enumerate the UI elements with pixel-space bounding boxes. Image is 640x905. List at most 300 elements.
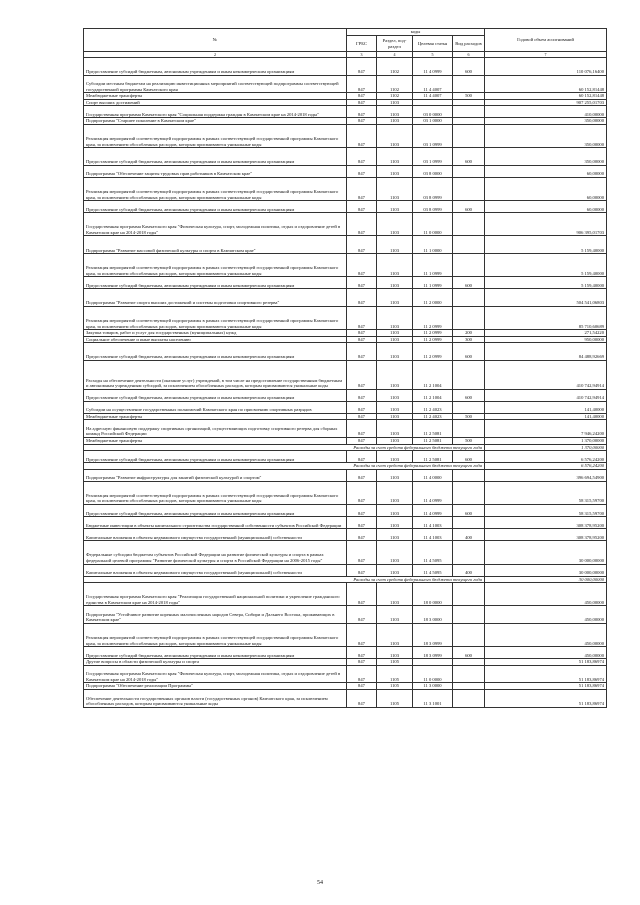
- row-name: Предоставление субсидий бюджетным, автономным учреждениям и иным некоммерческим организациям: [84, 389, 347, 401]
- row-expense-type: 500: [453, 93, 485, 100]
- row-grbs: 847: [347, 689, 377, 707]
- row-sum: 58 315,59700: [485, 505, 607, 517]
- row-sum: 350,00000: [485, 118, 607, 125]
- row-name: Закупка товаров, работ и услуг для государственных (муниципальных) нужд: [84, 330, 347, 337]
- row-grbs: 847: [347, 330, 377, 337]
- row-target-article: 11 1 0999: [413, 254, 453, 277]
- row-target-article: 11 4 0999: [413, 505, 453, 517]
- row-expense-type: [453, 623, 485, 646]
- row-sum: 410,00000: [485, 106, 607, 118]
- row-target-article: 11 2 0999: [413, 330, 453, 337]
- row-target-article: 11 2 5081: [413, 420, 453, 438]
- row-section: 1103: [377, 401, 413, 413]
- budget-table: [83, 28, 607, 708]
- row-expense-type: [453, 420, 485, 438]
- row-expense-type: [453, 469, 485, 481]
- table-row: [84, 289, 607, 307]
- row-sum: 350,00000: [485, 148, 607, 166]
- row-expense-type: 600: [453, 201, 485, 213]
- row-section: 1103: [377, 481, 413, 504]
- row-grbs: 847: [347, 401, 377, 413]
- row-name: Подпрограмма "Обеспечение реализации Программы": [84, 683, 347, 690]
- federal-note-label: Расходы за счет средств федерального бюджета текущего года: [84, 444, 485, 451]
- table-row: [84, 75, 607, 93]
- row-sum: 1 370,00000: [485, 438, 607, 445]
- row-target-article: 11 2 0000: [413, 289, 453, 307]
- row-name: Подпрограмма "Устойчивое развитие коренных малочисленных народов Севера, Сибири и Дальнего Востока, проживающих в Камчатском крае": [84, 606, 347, 624]
- row-target-article: 11 4 0000: [413, 469, 453, 481]
- row-sum: 51 183,86974: [485, 689, 607, 707]
- table-row: [84, 517, 607, 529]
- row-name: Бюджетные инвестиции в объекты капитального строительства государственной собственности субъектов Российской Федерации: [84, 517, 347, 529]
- row-sum: 30 000,00000: [485, 541, 607, 564]
- row-target-article: 03 1 0000: [413, 118, 453, 125]
- column-index: 6: [453, 52, 485, 58]
- row-grbs: 847: [347, 647, 377, 659]
- table-row: [84, 583, 607, 606]
- row-grbs: 847: [347, 125, 377, 148]
- table-row: [84, 481, 607, 504]
- header-target-article: Целевая статья: [413, 36, 453, 52]
- row-section: 1103: [377, 330, 413, 337]
- row-section: 1103: [377, 99, 413, 106]
- row-grbs: 847: [347, 413, 377, 420]
- row-grbs: 847: [347, 75, 377, 93]
- row-section: 1103: [377, 125, 413, 148]
- table-row: [84, 451, 607, 463]
- column-index: 7: [485, 52, 607, 58]
- row-name: Реализация мероприятий соответствующей подпрограммы в рамках соответствующей государственной программы Камчатского края, за исключением обособленных расходов, которым присваиваются уникальные коды: [84, 177, 347, 200]
- row-section: 1103: [377, 336, 413, 343]
- row-name: Реализация мероприятий соответствующей подпрограммы в рамках соответствующей государственной программы Камчатского края, за исключением обособленных расходов, которым присваиваются уникальные коды: [84, 623, 347, 646]
- table-row: [84, 201, 607, 213]
- table-row: [84, 213, 607, 236]
- budget-document: [83, 28, 606, 708]
- row-name: Межбюджетные трансферты: [84, 413, 347, 420]
- row-section: 1103: [377, 306, 413, 329]
- row-target-article: 11 2 4023: [413, 401, 453, 413]
- header-codes: коды: [347, 29, 485, 36]
- row-expense-type: [453, 125, 485, 148]
- row-section: 1103: [377, 148, 413, 166]
- row-expense-type: 600: [453, 505, 485, 517]
- row-sum: 906 395,01703: [485, 213, 607, 236]
- row-target-article: 18 3 0999: [413, 623, 453, 646]
- row-sum: 141,40000: [485, 413, 607, 420]
- row-sum: 950,00000: [485, 336, 607, 343]
- row-expense-type: 600: [453, 389, 485, 401]
- federal-note-label: Расходы за счет средств федерального бюджета текущего года: [84, 576, 485, 583]
- row-sum: 58 315,59700: [485, 481, 607, 504]
- row-grbs: 847: [347, 389, 377, 401]
- row-expense-type: 400: [453, 564, 485, 576]
- row-name: Расходы на обеспечение деятельности (оказание услуг) учреждений, в том числе на предоставление государственным бюджетным и автономным учреждениям субсидий, за исключением обособленных расходов, которым присваиваются уникальные коды: [84, 360, 347, 389]
- row-name: Другие вопросы в области физической культуры и спорта: [84, 659, 347, 666]
- table-row: [84, 360, 607, 389]
- row-target-article: 11 2 5081: [413, 451, 453, 463]
- table-row: [84, 58, 607, 76]
- row-grbs: 847: [347, 58, 377, 76]
- federal-note-label: Расходы за счет средств федерального бюджета текущего года: [84, 463, 485, 470]
- table-row: [84, 236, 607, 254]
- row-sum: 30 000,00000: [485, 564, 607, 576]
- row-grbs: 847: [347, 529, 377, 541]
- row-grbs: 847: [347, 148, 377, 166]
- row-grbs: 847: [347, 438, 377, 445]
- federal-note-sum: 30 000,00000: [485, 576, 607, 583]
- row-section: 1103: [377, 360, 413, 389]
- header-annual-sum: Годовой объем ассигнований: [485, 29, 607, 52]
- row-target-article: 11 2 4023: [413, 413, 453, 420]
- row-name: Подпрограмма "Обеспечение защиты трудовых прав работников в Камчатском крае": [84, 165, 347, 177]
- row-name: Предоставление субсидий бюджетным, автономным учреждениям и иным некоммерческим организациям: [84, 647, 347, 659]
- row-grbs: 847: [347, 336, 377, 343]
- row-grbs: 847: [347, 505, 377, 517]
- row-section: 1103: [377, 289, 413, 307]
- row-target-article: 11 0 0000: [413, 665, 453, 683]
- row-grbs: 847: [347, 213, 377, 236]
- row-name: Подпрограмма "Развитие спорта высших достижений и системы подготовки спортивного резерва": [84, 289, 347, 307]
- row-grbs: 847: [347, 451, 377, 463]
- row-expense-type: [453, 106, 485, 118]
- row-expense-type: [453, 541, 485, 564]
- row-grbs: 847: [347, 481, 377, 504]
- row-section: 1103: [377, 277, 413, 289]
- row-name: Государственная программа Камчатского края "Физическая культура, спорт, молодежная политика, отдых и оздоровление детей в Камчатском крае на 2014-2018 годы": [84, 665, 347, 683]
- table-row: [84, 689, 607, 707]
- table-row: [84, 529, 607, 541]
- row-expense-type: 400: [453, 529, 485, 541]
- table-row: [84, 165, 607, 177]
- row-expense-type: 600: [453, 451, 485, 463]
- row-sum: 51 183,86974: [485, 659, 607, 666]
- row-name: Обеспечение деятельности государственных органов власти (государственных органов) Камчатского края, за исключением обособленных расходов, которым присваиваются уникальные коды: [84, 689, 347, 707]
- row-section: 1103: [377, 165, 413, 177]
- row-expense-type: [453, 177, 485, 200]
- row-target-article: 11 3 0000: [413, 683, 453, 690]
- row-sum: 308 378,95200: [485, 529, 607, 541]
- federal-note-sum: 1 370,00000: [485, 444, 607, 451]
- row-section: 1103: [377, 254, 413, 277]
- row-expense-type: [453, 401, 485, 413]
- row-sum: 5 159,40000: [485, 277, 607, 289]
- row-target-article: 11 4 4007: [413, 75, 453, 93]
- row-sum: 450,00000: [485, 606, 607, 624]
- row-expense-type: 300: [453, 336, 485, 343]
- row-section: 1103: [377, 583, 413, 606]
- row-sum: 110 076,16400: [485, 58, 607, 76]
- row-expense-type: 600: [453, 343, 485, 361]
- row-target-article: 11 0 0000: [413, 213, 453, 236]
- row-target-article: 03 0 0000: [413, 106, 453, 118]
- row-section: 1103: [377, 647, 413, 659]
- row-expense-type: [453, 606, 485, 624]
- row-section: 1103: [377, 201, 413, 213]
- row-expense-type: [453, 583, 485, 606]
- federal-note-sum: 6 576,24200: [485, 463, 607, 470]
- row-grbs: 847: [347, 277, 377, 289]
- page-number: 54: [317, 880, 323, 886]
- row-target-article: 11 2 1004: [413, 360, 453, 389]
- row-sum: 5 159,40000: [485, 236, 607, 254]
- row-sum: 60,00000: [485, 165, 607, 177]
- row-sum: 450,00000: [485, 647, 607, 659]
- row-name: Предоставление субсидий бюджетным, автономным учреждениям и иным некоммерческим организациям: [84, 505, 347, 517]
- row-target-article: 18 3 0000: [413, 606, 453, 624]
- row-grbs: 847: [347, 306, 377, 329]
- row-name: Предоставление субсидий бюджетным, автономным учреждениям и иным некоммерческим организациям: [84, 343, 347, 361]
- row-target-article: 11 4 4007: [413, 93, 453, 100]
- row-target-article: 11 2 0999: [413, 343, 453, 361]
- row-expense-type: [453, 213, 485, 236]
- row-name: Государственная программа Камчатского края "Физическая культура, спорт, молодежная политика, отдых и оздоровление детей в Камчатском крае на 2014-2018 годы": [84, 213, 347, 236]
- row-expense-type: 200: [453, 330, 485, 337]
- row-name: На адресную финансовую поддержку спортивных организаций, осуществляющих подготовку спортивного резерва для сборных команд Российской Федерации: [84, 420, 347, 438]
- row-grbs: 847: [347, 606, 377, 624]
- row-grbs: 847: [347, 165, 377, 177]
- row-section: 1103: [377, 420, 413, 438]
- row-section: 1103: [377, 529, 413, 541]
- row-target-article: 03 8 0999: [413, 177, 453, 200]
- row-target-article: 11 1 0000: [413, 236, 453, 254]
- row-name: Государственная программа Камчатского края "Социальная поддержка граждан в Камчатском крае на 2014-2018 годы": [84, 106, 347, 118]
- row-section: 1103: [377, 177, 413, 200]
- row-expense-type: 600: [453, 277, 485, 289]
- row-name: Федеральные субсидии бюджетам субъектов Российской Федерации на развитие физической культуры и спорта в рамках федеральной целевой программы "Развитие физической культуры и спорта в Российской Федерации на 2006-2015 годы": [84, 541, 347, 564]
- row-name: Государственная программа Камчатского края "Реализация государственной национальной политики и укрепление гражданского единства в Камчатском крае на 2014-2018 годы": [84, 583, 347, 606]
- row-sum: 85 710,60689: [485, 306, 607, 329]
- row-target-article: 18 3 0999: [413, 647, 453, 659]
- row-sum: 907 255,01703: [485, 99, 607, 106]
- row-grbs: 847: [347, 469, 377, 481]
- row-expense-type: [453, 360, 485, 389]
- row-target-article: 03 8 0000: [413, 165, 453, 177]
- row-sum: 84 488,92669: [485, 343, 607, 361]
- row-grbs: 847: [347, 623, 377, 646]
- row-grbs: 847: [347, 583, 377, 606]
- row-sum: 410 742,94914: [485, 360, 607, 389]
- row-section: 1105: [377, 683, 413, 690]
- row-grbs: 847: [347, 564, 377, 576]
- row-section: 1103: [377, 541, 413, 564]
- table-row: [84, 665, 607, 683]
- row-sum: 60 152,81448: [485, 93, 607, 100]
- row-sum: 396 694,54900: [485, 469, 607, 481]
- table-row: [84, 306, 607, 329]
- row-name: Подпрограмма "Развитие массовой физической культуры и спорта в Камчатском крае": [84, 236, 347, 254]
- row-name: Предоставление субсидий бюджетным, автономным учреждениям и иным некоммерческим организациям: [84, 451, 347, 463]
- row-sum: 7 946,24200: [485, 420, 607, 438]
- row-name: Предоставление субсидий бюджетным, автономным учреждениям и иным некоммерческим организациям: [84, 148, 347, 166]
- row-section: 1103: [377, 413, 413, 420]
- row-sum: 450,00000: [485, 623, 607, 646]
- table-row: [84, 420, 607, 438]
- row-target-article: 11 4 1003: [413, 529, 453, 541]
- row-target-article: 11 2 0999: [413, 306, 453, 329]
- row-section: 1105: [377, 665, 413, 683]
- row-name: Подпрограмма "Старшее поколение в Камчатском крае": [84, 118, 347, 125]
- header-expense-type: Вид расходов: [453, 36, 485, 52]
- row-grbs: 847: [347, 236, 377, 254]
- row-grbs: 847: [347, 201, 377, 213]
- row-target-article: 11 2 0999: [413, 336, 453, 343]
- row-section: 1103: [377, 106, 413, 118]
- row-sum: 5 159,40000: [485, 254, 607, 277]
- row-section: 1102: [377, 93, 413, 100]
- row-name: Спорт высших достижений: [84, 99, 347, 106]
- row-expense-type: [453, 481, 485, 504]
- header-grbs: ГРБС: [347, 36, 377, 52]
- row-target-article: 03 1 0999: [413, 148, 453, 166]
- row-name: Реализация мероприятий соответствующей подпрограммы в рамках соответствующей государственной программы Камчатского края, за исключением обособленных расходов, которым присваиваются уникальные коды: [84, 306, 347, 329]
- row-section: 1105: [377, 689, 413, 707]
- row-grbs: 847: [347, 343, 377, 361]
- row-grbs: 847: [347, 118, 377, 125]
- table-row: [84, 125, 607, 148]
- row-target-article: 11 2 5081: [413, 438, 453, 445]
- row-expense-type: [453, 517, 485, 529]
- row-name: Социальное обеспечение и иные выплаты населению: [84, 336, 347, 343]
- column-index: 3: [347, 52, 377, 58]
- table-body: [84, 58, 607, 708]
- row-grbs: 847: [347, 99, 377, 106]
- row-sum: 308 378,95200: [485, 517, 607, 529]
- row-target-article: 11 4 5095: [413, 541, 453, 564]
- column-index: 5: [413, 52, 453, 58]
- row-section: 1103: [377, 213, 413, 236]
- row-name: Предоставление субсидий бюджетным, автономным учреждениям и иным некоммерческим организациям: [84, 58, 347, 76]
- row-sum: 350,00000: [485, 125, 607, 148]
- table-row: [84, 505, 607, 517]
- row-name: Субсидии местным бюджетам на реализацию инвестиционных мероприятий соответствующей подпрограммы соответствующей государственной программы Камчатского края: [84, 75, 347, 93]
- row-expense-type: 500: [453, 413, 485, 420]
- row-section: 1103: [377, 564, 413, 576]
- row-expense-type: [453, 236, 485, 254]
- row-grbs: 847: [347, 541, 377, 564]
- column-index: 4: [377, 52, 413, 58]
- row-target-article: 18 0 0000: [413, 583, 453, 606]
- row-expense-type: [453, 289, 485, 307]
- row-sum: 410 742,94914: [485, 389, 607, 401]
- row-name: Капитальные вложения в объекты недвижимого имущества государственной (муниципальной) собственности: [84, 564, 347, 576]
- row-target-article: 11 4 0999: [413, 58, 453, 76]
- table-row: [84, 106, 607, 118]
- row-sum: 60,00000: [485, 201, 607, 213]
- row-section: 1103: [377, 118, 413, 125]
- row-name: Реализация мероприятий соответствующей подпрограммы в рамках соответствующей государственной программы Камчатского края, за исключением обособленных расходов, которым присваиваются уникальные коды: [84, 481, 347, 504]
- column-index: 2: [84, 52, 347, 58]
- row-grbs: 847: [347, 106, 377, 118]
- table-row: [84, 606, 607, 624]
- row-section: 1103: [377, 517, 413, 529]
- row-section: 1103: [377, 343, 413, 361]
- table-row: [84, 401, 607, 413]
- table-row: [84, 564, 607, 576]
- row-name: Подпрограмма "Развитие инфраструктуры для занятий физической культурой и спортом": [84, 469, 347, 481]
- row-section: 1103: [377, 389, 413, 401]
- table-row: [84, 623, 607, 646]
- table-row: [84, 541, 607, 564]
- table-row: [84, 277, 607, 289]
- row-target-article: 11 4 1003: [413, 517, 453, 529]
- row-grbs: 847: [347, 360, 377, 389]
- row-grbs: 847: [347, 93, 377, 100]
- row-grbs: 847: [347, 659, 377, 666]
- row-grbs: 847: [347, 289, 377, 307]
- row-grbs: 847: [347, 517, 377, 529]
- row-section: 1103: [377, 606, 413, 624]
- row-section: 1103: [377, 236, 413, 254]
- row-grbs: 847: [347, 254, 377, 277]
- row-expense-type: [453, 75, 485, 93]
- row-name: Предоставление субсидий бюджетным, автономным учреждениям и иным некоммерческим организациям: [84, 201, 347, 213]
- row-section: 1103: [377, 505, 413, 517]
- header-number: №: [84, 29, 347, 52]
- row-target-article: 11 4 5095: [413, 564, 453, 576]
- row-section: 1105: [377, 659, 413, 666]
- row-section: 1103: [377, 451, 413, 463]
- row-grbs: 847: [347, 177, 377, 200]
- table-row: [84, 148, 607, 166]
- row-target-article: 03 8 0999: [413, 201, 453, 213]
- row-sum: 51 183,86974: [485, 665, 607, 683]
- row-name: Реализация мероприятий соответствующей подпрограммы в рамках соответствующей государственной программы Камчатского края, за исключением обособленных расходов, которым присваиваются уникальные коды: [84, 254, 347, 277]
- table-row: [84, 177, 607, 200]
- table-row: [84, 389, 607, 401]
- row-expense-type: [453, 254, 485, 277]
- table-row: [84, 254, 607, 277]
- row-sum: 51 183,86974: [485, 683, 607, 690]
- row-target-article: 11 2 1004: [413, 389, 453, 401]
- row-section: 1102: [377, 75, 413, 93]
- row-section: 1102: [377, 58, 413, 76]
- row-section: 1103: [377, 438, 413, 445]
- row-grbs: 847: [347, 683, 377, 690]
- row-name: Субсидии на осуществление государственных полномочий Камчатского края по присвоению спортивных разрядов: [84, 401, 347, 413]
- row-name: Предоставление субсидий бюджетным, автономным учреждениям и иным некоммерческим организациям: [84, 277, 347, 289]
- row-expense-type: 500: [453, 438, 485, 445]
- row-target-article: 11 4 0999: [413, 481, 453, 504]
- row-expense-type: [453, 306, 485, 329]
- row-sum: 504 541,06803: [485, 289, 607, 307]
- row-target-article: 11 1 0999: [413, 277, 453, 289]
- row-expense-type: [453, 665, 485, 683]
- row-section: 1103: [377, 469, 413, 481]
- row-name: Межбюджетные трансферты: [84, 93, 347, 100]
- row-section: 1103: [377, 623, 413, 646]
- row-sum: 271,54220: [485, 330, 607, 337]
- row-expense-type: 600: [453, 647, 485, 659]
- row-name: Капитальные вложения в объекты недвижимого имущества государственной (муниципальной) собственности: [84, 529, 347, 541]
- header-section: Раздел, под-раздел: [377, 36, 413, 52]
- row-expense-type: 600: [453, 148, 485, 166]
- table-row: [84, 343, 607, 361]
- row-sum: 6 576,24200: [485, 451, 607, 463]
- row-name: Реализация мероприятий соответствующей подпрограммы в рамках соответствующей государственной программы Камчатского края, за исключением обособленных расходов, которым присваиваются уникальные коды: [84, 125, 347, 148]
- row-name: Межбюджетные трансферты: [84, 438, 347, 445]
- table-row: [84, 647, 607, 659]
- row-expense-type: [453, 165, 485, 177]
- row-target-article: 03 1 0999: [413, 125, 453, 148]
- row-grbs: 847: [347, 665, 377, 683]
- row-expense-type: 600: [453, 58, 485, 76]
- row-target-article: 11 3 1001: [413, 689, 453, 707]
- row-sum: 60,00000: [485, 177, 607, 200]
- row-sum: 60 152,81448: [485, 75, 607, 93]
- table-row: [84, 469, 607, 481]
- row-grbs: 847: [347, 420, 377, 438]
- row-expense-type: [453, 689, 485, 707]
